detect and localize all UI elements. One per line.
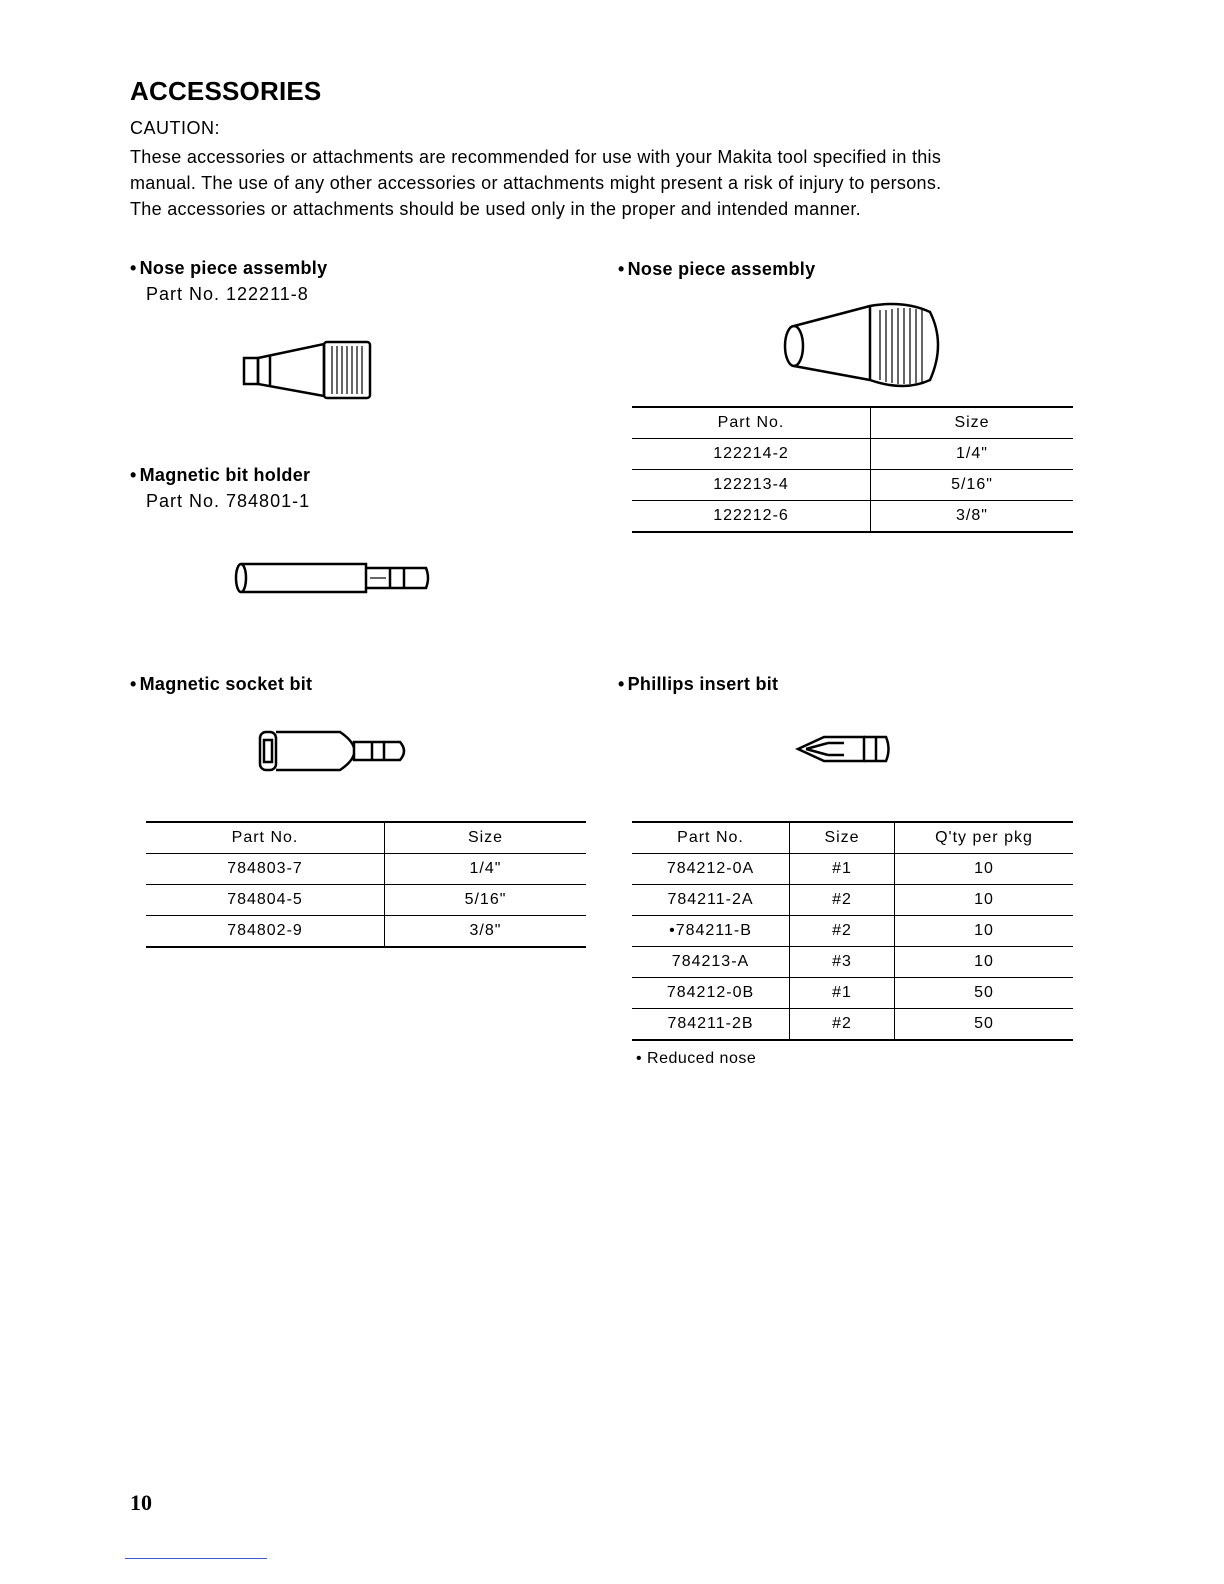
socket-bit-table (146, 821, 586, 948)
column-header: Part No. (632, 822, 790, 854)
nose-piece-large-icon (780, 300, 950, 392)
table-row (632, 501, 1073, 533)
table-cell: #3 (790, 947, 895, 978)
table-row (632, 916, 1073, 947)
nose-piece-small-icon (240, 338, 374, 402)
nose-piece-small-part-no: Part No. 122211-8 (146, 284, 309, 304)
table-cell: 50 (895, 978, 1074, 1009)
nose-piece-small-title (130, 258, 327, 279)
reduced-nose-footnote: • Reduced nose (636, 1050, 757, 1067)
table-row (146, 916, 586, 948)
column-header: Q'ty per pkg (895, 822, 1074, 854)
table-cell: 784802-9 (146, 916, 385, 948)
page-number: 10 (130, 1490, 152, 1515)
table-cell: 1/4" (385, 854, 587, 885)
nose-piece-large-title (618, 259, 815, 280)
table-row (632, 439, 1073, 470)
table-row (146, 854, 586, 885)
table-cell: 784211-2A (632, 885, 790, 916)
caution-text (130, 144, 1090, 222)
column-header: Size (385, 822, 587, 854)
table-row (632, 1009, 1073, 1041)
magnetic-socket-bit-icon (256, 728, 410, 774)
table-row (632, 978, 1073, 1009)
table-cell: 10 (895, 916, 1074, 947)
table-cell: •784211-B (632, 916, 790, 947)
table-cell: 5/16" (385, 885, 587, 916)
table-row (632, 885, 1073, 916)
table-cell: 784211-2B (632, 1009, 790, 1041)
table-cell: 784803-7 (146, 854, 385, 885)
table-cell: 1/4" (871, 439, 1074, 470)
table-cell: 10 (895, 885, 1074, 916)
caution-line: manual. The use of any other accessories or attachments might present a risk of injury to persons. (130, 173, 942, 193)
nose-piece-table (632, 406, 1073, 533)
footer-rule (125, 1558, 267, 1559)
table-cell: 5/16" (871, 470, 1074, 501)
table-header-row (632, 822, 1073, 854)
phillips-insert-bit-title (618, 674, 778, 695)
table-row (632, 947, 1073, 978)
magnetic-bit-holder-part-no: Part No. 784801-1 (146, 491, 311, 511)
table-cell: 784212-0B (632, 978, 790, 1009)
table-cell: #2 (790, 916, 895, 947)
caution-label: CAUTION: (130, 118, 221, 138)
item-title-text: Phillips insert bit (627, 674, 779, 694)
column-header: Part No. (146, 822, 385, 854)
table-cell: 784804-5 (146, 885, 385, 916)
table-row (146, 885, 586, 916)
caution-line: These accessories or attachments are recommended for use with your Makita tool specified in this (130, 147, 942, 167)
bullet: • (618, 674, 625, 694)
magnetic-bit-holder-title (130, 465, 310, 486)
table-cell: 50 (895, 1009, 1074, 1041)
item-title-text: Magnetic bit holder (139, 465, 311, 485)
table-cell: 122213-4 (632, 470, 871, 501)
table-cell: 10 (895, 854, 1074, 885)
item-title-text: Nose piece assembly (139, 258, 328, 278)
table-header-row (632, 407, 1073, 439)
magnetic-socket-bit-title (130, 674, 312, 695)
column-header: Part No. (632, 407, 871, 439)
table-cell: #1 (790, 978, 895, 1009)
item-title-text: Nose piece assembly (627, 259, 816, 279)
table-cell: #2 (790, 1009, 895, 1041)
table-cell: #2 (790, 885, 895, 916)
table-cell: 784212-0A (632, 854, 790, 885)
bullet: • (130, 258, 137, 278)
table-row (632, 470, 1073, 501)
table-cell: #1 (790, 854, 895, 885)
phillips-insert-bit-icon (794, 732, 894, 766)
phillips-bit-table (632, 821, 1073, 1041)
magnetic-bit-holder-icon (232, 560, 432, 596)
caution-line: The accessories or attachments should be used only in the proper and intended manner. (130, 199, 861, 219)
item-title-text: Magnetic socket bit (139, 674, 313, 694)
table-cell: 122212-6 (632, 501, 871, 533)
table-cell: 784213-A (632, 947, 790, 978)
bullet: • (618, 259, 625, 279)
table-cell: 3/8" (385, 916, 587, 948)
table-header-row (146, 822, 586, 854)
table-cell: 3/8" (871, 501, 1074, 533)
bullet: • (130, 674, 137, 694)
column-header: Size (790, 822, 895, 854)
bullet: • (130, 465, 137, 485)
table-cell: 10 (895, 947, 1074, 978)
table-row (632, 854, 1073, 885)
column-header: Size (871, 407, 1074, 439)
page-title: ACCESSORIES (130, 76, 322, 106)
table-cell: 122214-2 (632, 439, 871, 470)
